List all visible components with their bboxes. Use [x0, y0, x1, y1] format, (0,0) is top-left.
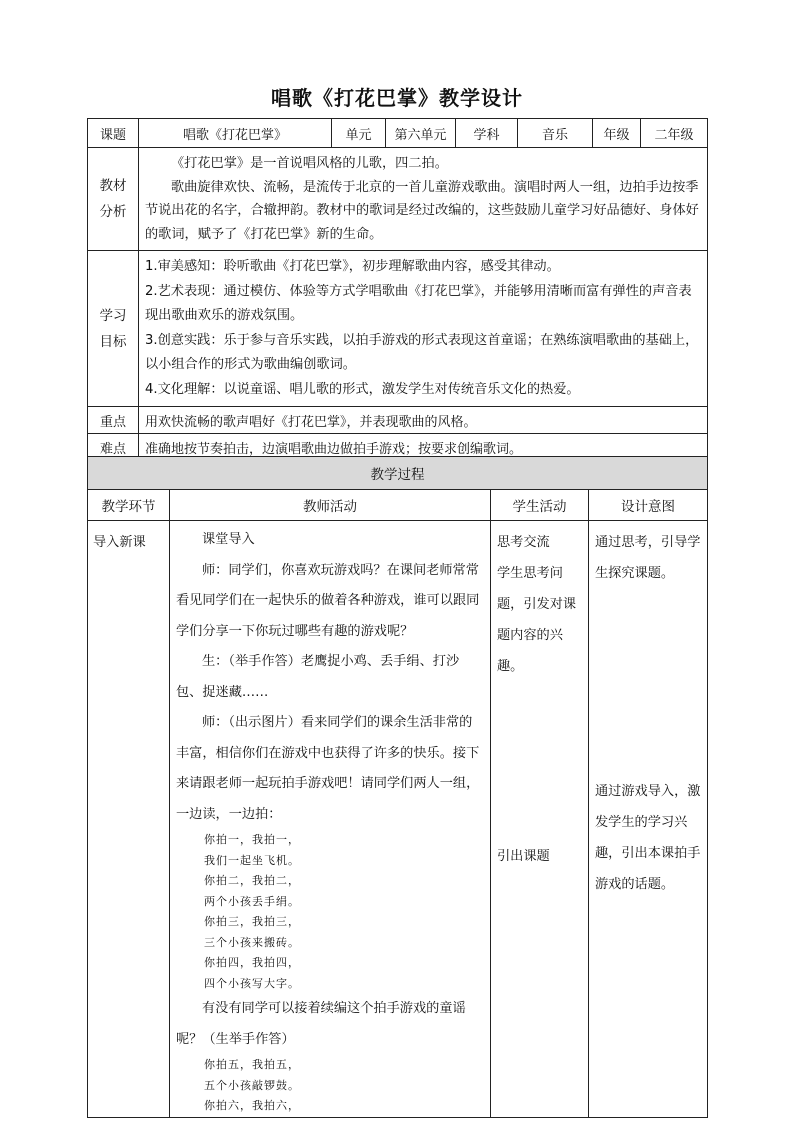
rhyme-line: 你拍六，我拍六， — [204, 1099, 300, 1112]
rhyme-block — [176, 1055, 484, 1117]
student-text: 引出课题 — [497, 849, 550, 864]
subject-label: 学科 — [456, 119, 518, 148]
grade-label: 年级 — [593, 119, 641, 148]
difficulty-label: 难点 — [88, 434, 139, 461]
page-title: 唱歌《打花巴掌》教学设计 — [271, 86, 523, 110]
col-student-header: 学生活动 — [491, 490, 589, 521]
teacher-text: 师：（出示图片）看来同学们的课余生活非常的丰富，相信你们在游戏中也获得了许多的快乐。接下来请跟老师一起玩拍手游戏吧！请同学们两人一组，一边读，一边拍： — [176, 715, 480, 822]
student-text: 学生思考问题，引发对课题内容的兴趣。 — [497, 566, 577, 674]
rhyme-line: 四个小孩写大字。 — [204, 976, 300, 990]
key-point-row — [88, 407, 708, 434]
student-activity — [491, 521, 589, 1118]
intent-text: 通过思考，引导学生探究课题。 — [595, 535, 701, 581]
process-header-row — [88, 490, 708, 521]
unit-label: 单元 — [332, 119, 386, 148]
rhyme-line: 你拍五，我拍五， — [204, 1058, 300, 1071]
intent-text: 通过游戏导入，激发学生的学习兴趣，引出本课拍手游戏的话题。 — [595, 784, 701, 892]
teacher-text: 师：同学们，你喜欢玩游戏吗？在课间老师常常看见同学们在一起快乐的做着各种游戏，谁可以跟同学们分享一下你玩过哪些有趣的游戏呢？ — [176, 562, 480, 639]
objective-item: 2.艺术表现：通过模仿、体验等方式学唱歌曲《打花巴掌》，并能够用清晰而富有弹性的声音表现出歌曲欢乐的游戏氛围。 — [145, 283, 692, 323]
analysis-paragraph: 歌曲旋律欢快、流畅，是流传于北京的一首儿童游戏歌曲。演唱时两人一组，边拍手边按季节说出花的名字，合辙押韵。教材中的歌词是经过改编的，这些鼓励儿童学习好品德好、身体好的歌词，赋予了《打花巴掌》新的生命。 — [145, 179, 699, 242]
rhyme-line: 三个小孩来搬砖。 — [204, 935, 300, 949]
key-point-label: 重点 — [88, 407, 139, 434]
process-heading: 教学过程 — [88, 457, 708, 490]
analysis-paragraph: 《打花巴掌》是一首说唱风格的儿歌，四二拍。 — [171, 156, 448, 171]
objectives-content — [139, 251, 708, 407]
objectives-row — [88, 251, 708, 407]
objective-item: 4.文化理解：以说童谣、唱儿歌的形式，激发学生对传统音乐文化的热爱。 — [145, 381, 580, 397]
topic-label: 课题 — [88, 119, 139, 148]
rhyme-line: 两个小孩丢手绢。 — [204, 894, 300, 908]
analysis-row — [88, 148, 708, 251]
subject-value: 音乐 — [518, 119, 593, 148]
unit-value: 第六单元 — [386, 119, 456, 148]
objectives-label: 学习 目标 — [88, 251, 139, 407]
key-point-value: 用欢快流畅的歌声唱好《打花巴掌》，并表现歌曲的风格。 — [139, 407, 708, 434]
difficulty-value: 准确地按节奏拍击，边演唱歌曲边做拍手游戏；按要求创编歌词。 — [139, 434, 708, 461]
design-intent — [589, 521, 708, 1118]
rhyme-line: 五个小孩敲锣鼓。 — [204, 1078, 300, 1092]
process-body-row — [88, 521, 708, 1118]
rhyme-line: 你拍四，我拍四， — [204, 956, 300, 969]
objective-item: 3.创意实践：乐于参与音乐实践，以拍手游戏的形式表现这首童谣；在熟练演唱歌曲的基础上，以小组合作的形式为歌曲编创歌词。 — [145, 332, 699, 372]
info-table — [87, 118, 708, 461]
objective-item: 1.审美感知：聆听歌曲《打花巴掌》，初步理解歌曲内容，感受其律动。 — [145, 259, 560, 274]
teacher-text: 有没有同学可以接着续编这个拍手游戏的童谣呢？（生举手作答） — [176, 1001, 466, 1047]
rhyme-line: 我们一起坐飞机。 — [204, 853, 300, 867]
grade-value: 二年级 — [641, 119, 708, 148]
teacher-activity — [170, 521, 491, 1118]
col-teacher-header: 教师活动 — [170, 490, 491, 521]
rhyme-line: 你拍二，我拍二， — [204, 874, 300, 887]
topic-value: 唱歌《打花巴掌》 — [139, 119, 332, 148]
rhyme-block — [176, 830, 484, 994]
info-row — [88, 119, 708, 148]
analysis-content — [139, 148, 708, 251]
stage-cell: 导入新课 — [88, 521, 170, 1118]
col-stage-header: 教学环节 — [88, 490, 170, 521]
rhyme-line: 你拍一，我拍一， — [204, 833, 300, 846]
student-text: 思考交流 — [497, 535, 550, 550]
analysis-label: 教材 分析 — [88, 148, 139, 251]
col-intent-header: 设计意图 — [589, 490, 708, 521]
process-table — [87, 456, 708, 1118]
teacher-text: 课堂导入 — [202, 532, 255, 547]
teacher-text: 生：（举手作答）老鹰捉小鸡、丢手绢、打沙包、捉迷藏…… — [176, 654, 460, 700]
rhyme-line: 你拍三，我拍三， — [204, 915, 300, 928]
